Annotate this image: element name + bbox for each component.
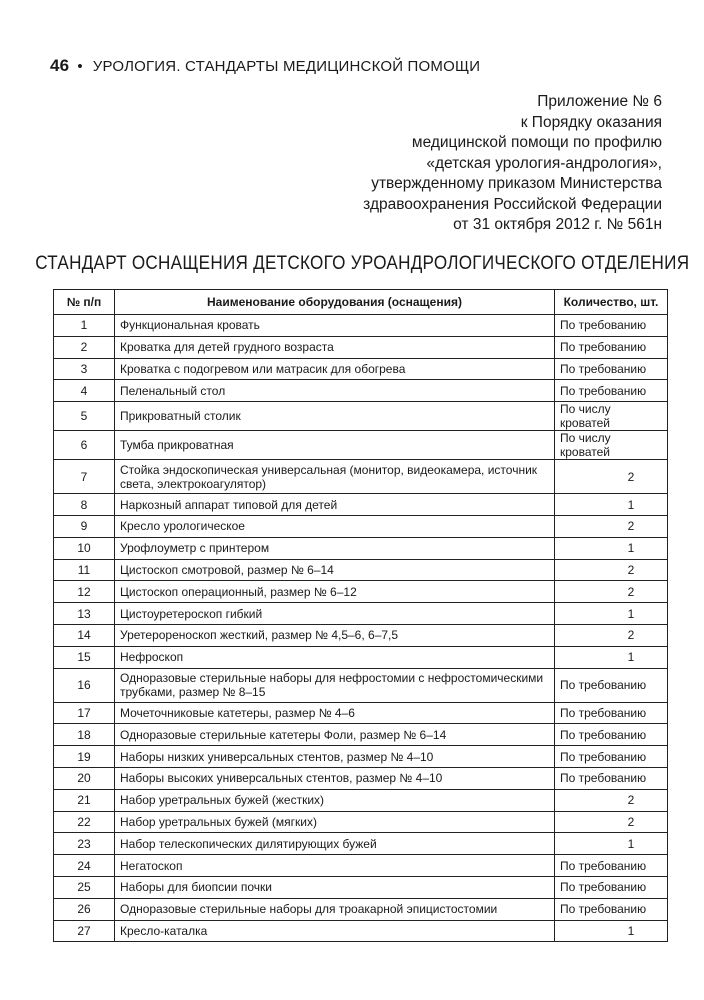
document-title: СТАНДАРТ ОСНАЩЕНИЯ ДЕТСКОГО УРОАНДРОЛОГИЧЕСКОГО ОТДЕЛЕНИЯ [35, 253, 690, 274]
table-row [54, 402, 668, 431]
equipment-quantity: По требованию [555, 855, 668, 877]
equipment-name: Нефроскоп [115, 646, 555, 668]
table-row [54, 833, 668, 855]
equipment-name: Негатоскоп [115, 855, 555, 877]
equipment-name: Набор телескопических дилятирующих бужей [115, 833, 555, 855]
equipment-name: Наборы низких универсальных стентов, размер № 4–10 [115, 746, 555, 768]
row-number: 12 [54, 581, 115, 603]
row-number: 4 [54, 380, 115, 402]
equipment-name: Наборы для биопсии почки [115, 876, 555, 898]
appendix-line: от 31 октября 2012 г. № 561н [453, 216, 662, 233]
table-row [54, 336, 668, 358]
equipment-name: Уретерореноскоп жесткий, размер № 4,5–6, 6–7,5 [115, 624, 555, 646]
equipment-quantity: 1 [555, 537, 668, 559]
table-row [54, 920, 668, 942]
row-number: 16 [54, 668, 115, 702]
bullet-separator: • [77, 58, 83, 75]
equipment-quantity: По требованию [555, 336, 668, 358]
table-row [54, 624, 668, 646]
equipment-name: Одноразовые стерильные катетеры Фоли, размер № 6–14 [115, 724, 555, 746]
equipment-name: Цистоскоп операционный, размер № 6–12 [115, 581, 555, 603]
equipment-quantity: 1 [555, 494, 668, 516]
row-number: 27 [54, 920, 115, 942]
row-number: 2 [54, 336, 115, 358]
header-quantity: Количество, шт. [555, 290, 668, 315]
table-row [54, 380, 668, 402]
table-row [54, 315, 668, 337]
appendix-line: к Порядку оказания [520, 113, 662, 131]
running-header [50, 56, 480, 76]
equipment-quantity: 1 [555, 646, 668, 668]
equipment-quantity: 2 [555, 559, 668, 581]
equipment-name: Цистоскоп смотровой, размер № 6–14 [115, 559, 555, 581]
equipment-quantity: 1 [555, 833, 668, 855]
row-number: 7 [54, 460, 115, 494]
row-number: 1 [54, 315, 115, 337]
equipment-quantity: По числу кроватей [555, 431, 668, 460]
appendix-line: здравоохранения Российской Федерации [363, 195, 662, 213]
table-row [54, 811, 668, 833]
equipment-name: Наборы высоких универсальных стентов, размер № 4–10 [115, 767, 555, 789]
row-number: 14 [54, 624, 115, 646]
equipment-table [53, 289, 668, 942]
appendix-line: утвержденному приказом Министерства [371, 175, 662, 192]
appendix-note [282, 92, 662, 236]
equipment-name: Пеленальный стол [115, 380, 555, 402]
equipment-name: Кроватка для детей грудного возраста [115, 336, 555, 358]
equipment-quantity: 1 [555, 603, 668, 625]
row-number: 13 [54, 603, 115, 625]
table-row [54, 358, 668, 380]
row-number: 17 [54, 702, 115, 724]
row-number: 22 [54, 811, 115, 833]
row-number: 5 [54, 402, 115, 431]
equipment-quantity: По требованию [555, 767, 668, 789]
row-number: 3 [54, 358, 115, 380]
equipment-quantity: 2 [555, 581, 668, 603]
equipment-name: Прикроватный столик [115, 402, 555, 431]
row-number: 26 [54, 898, 115, 920]
table-row [54, 668, 668, 702]
equipment-name: Кроватка с подогревом или матрасик для обогрева [115, 358, 555, 380]
equipment-quantity: По требованию [555, 702, 668, 724]
row-number: 8 [54, 494, 115, 516]
table-row [54, 646, 668, 668]
appendix-line: Приложение № 6 [537, 93, 662, 110]
row-number: 23 [54, 833, 115, 855]
table-row [54, 898, 668, 920]
equipment-quantity: По требованию [555, 746, 668, 768]
table-row [54, 515, 668, 537]
row-number: 6 [54, 431, 115, 460]
table-row [54, 789, 668, 811]
row-number: 10 [54, 537, 115, 559]
table-row [54, 702, 668, 724]
table-row [54, 537, 668, 559]
equipment-name: Наркозный аппарат типовой для детей [115, 494, 555, 516]
row-number: 18 [54, 724, 115, 746]
equipment-name: Стойка эндоскопическая универсальная (монитор, видеокамера, источник света, электрокоагулятор) [115, 460, 555, 494]
row-number: 11 [54, 559, 115, 581]
header-name: Наименование оборудования (оснащения) [115, 290, 555, 315]
row-number: 21 [54, 789, 115, 811]
appendix-line: «детская урология-андрология», [426, 154, 662, 172]
table-row [54, 460, 668, 494]
equipment-quantity: 2 [555, 515, 668, 537]
table-row [54, 746, 668, 768]
table-body [54, 315, 668, 942]
row-number: 20 [54, 767, 115, 789]
row-number: 9 [54, 515, 115, 537]
equipment-quantity: По требованию [555, 380, 668, 402]
table-row [54, 603, 668, 625]
table-header-row [54, 290, 668, 315]
equipment-quantity: По требованию [555, 358, 668, 380]
equipment-name: Набор уретральных бужей (жестких) [115, 789, 555, 811]
equipment-quantity: По числу кроватей [555, 402, 668, 431]
equipment-quantity: 2 [555, 811, 668, 833]
table-row [54, 581, 668, 603]
equipment-quantity: По требованию [555, 315, 668, 337]
equipment-name: Одноразовые стерильные наборы для троакарной эпицистостомии [115, 898, 555, 920]
equipment-quantity: 2 [555, 460, 668, 494]
equipment-name: Кресло урологическое [115, 515, 555, 537]
table-row [54, 855, 668, 877]
equipment-name: Одноразовые стерильные наборы для нефростомии с нефростомическими трубками, размер № 8–15 [115, 668, 555, 702]
row-number: 15 [54, 646, 115, 668]
table-row [54, 494, 668, 516]
table-row [54, 767, 668, 789]
page-number: 46 [50, 56, 70, 75]
equipment-name: Функциональная кровать [115, 315, 555, 337]
equipment-name: Набор уретральных бужей (мягких) [115, 811, 555, 833]
equipment-quantity: По требованию [555, 668, 668, 702]
equipment-quantity: По требованию [555, 724, 668, 746]
equipment-name: Цистоуретероскоп гибкий [115, 603, 555, 625]
table-row [54, 876, 668, 898]
table-row [54, 559, 668, 581]
row-number: 25 [54, 876, 115, 898]
equipment-quantity: 2 [555, 789, 668, 811]
equipment-quantity: По требованию [555, 898, 668, 920]
equipment-name: Урофлоуметр с принтером [115, 537, 555, 559]
equipment-name: Мочеточниковые катетеры, размер № 4–6 [115, 702, 555, 724]
equipment-name: Кресло-каталка [115, 920, 555, 942]
table-row [54, 431, 668, 460]
appendix-line: медицинской помощи по профилю [411, 134, 662, 151]
equipment-quantity: 2 [555, 624, 668, 646]
table-row [54, 724, 668, 746]
equipment-quantity: 1 [555, 920, 668, 942]
header-number: № п/п [54, 290, 115, 315]
running-title: УРОЛОГИЯ. СТАНДАРТЫ МЕДИЦИНСКОЙ ПОМОЩИ [92, 58, 481, 75]
equipment-quantity: По требованию [555, 876, 668, 898]
equipment-name: Тумба прикроватная [115, 431, 555, 460]
row-number: 24 [54, 855, 115, 877]
row-number: 19 [54, 746, 115, 768]
